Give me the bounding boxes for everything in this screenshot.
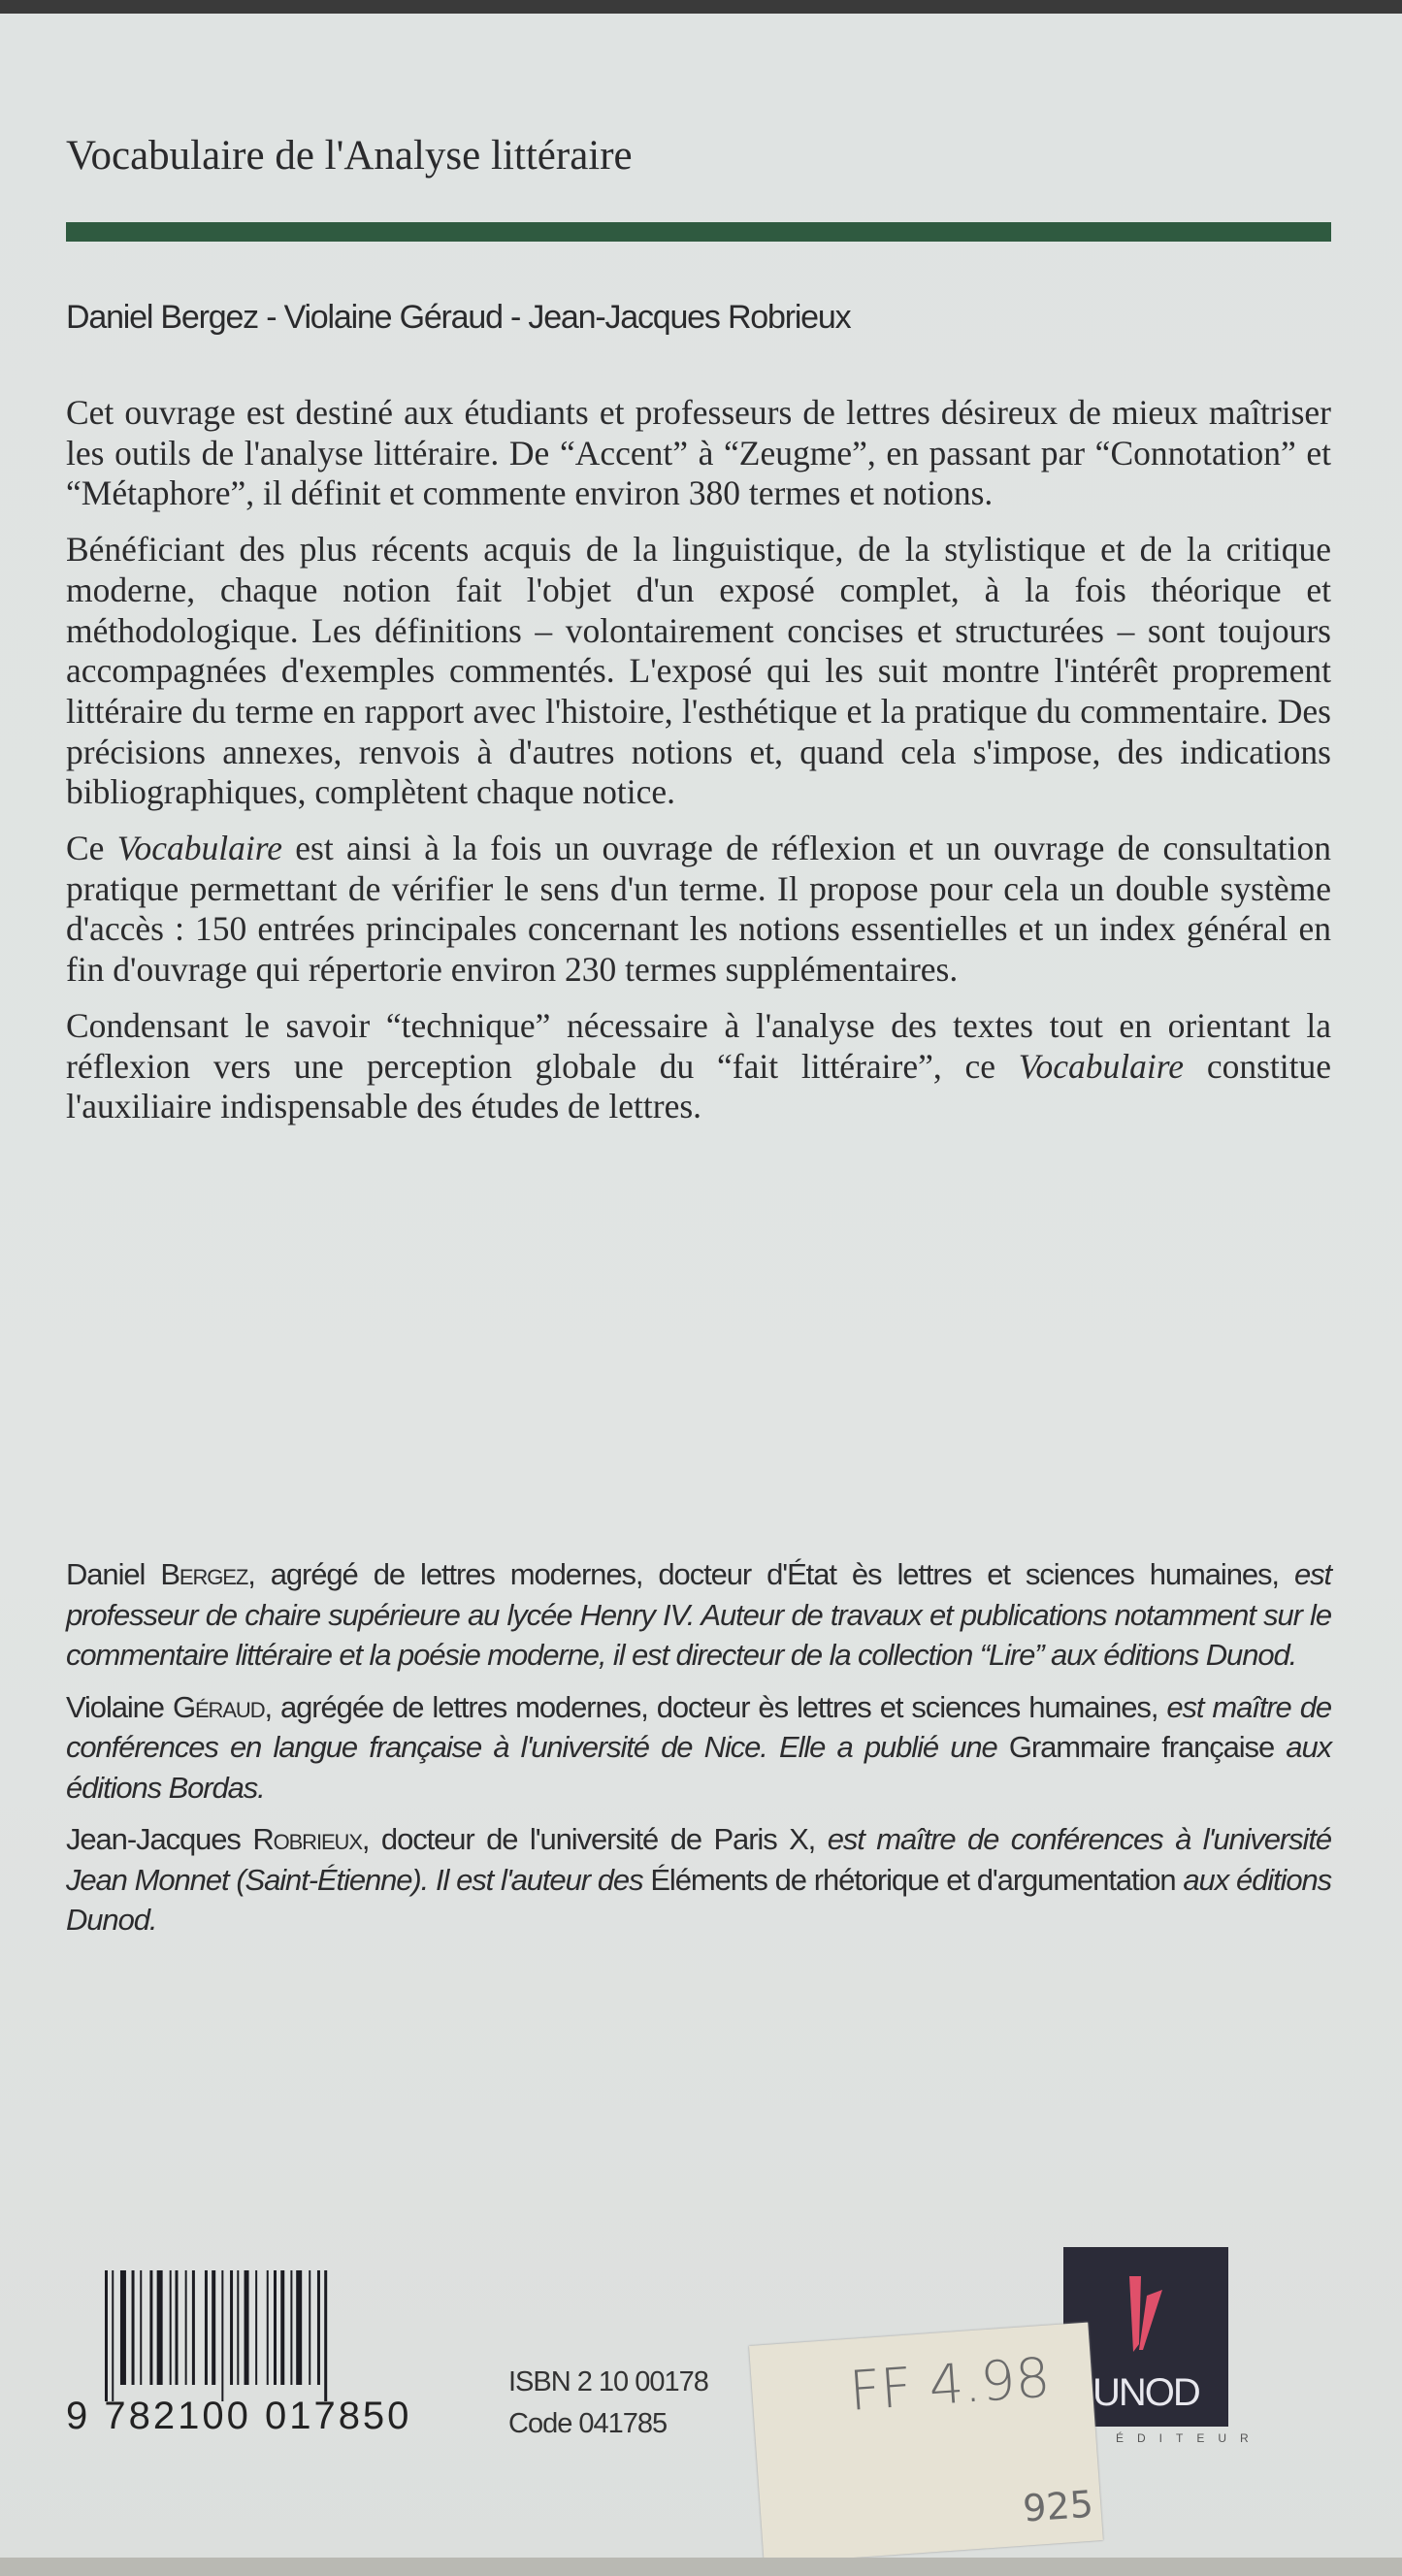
barcode-bar xyxy=(170,2270,172,2385)
barcode-bar xyxy=(221,2270,223,2401)
book-title: Vocabulaire de l'Analyse littéraire xyxy=(66,133,633,179)
barcode-bar xyxy=(149,2270,152,2385)
barcode-bar xyxy=(212,2270,215,2385)
isbn-block xyxy=(508,2362,708,2445)
barcode-bar xyxy=(140,2270,142,2385)
barcode-bar xyxy=(274,2270,277,2385)
barcode-bar xyxy=(296,2270,302,2385)
barcode-bar xyxy=(237,2270,239,2385)
barcode-bar xyxy=(230,2270,233,2385)
barcode-bar xyxy=(120,2270,126,2385)
barcode-bar xyxy=(105,2270,108,2401)
description xyxy=(66,393,1331,1143)
barcode-bar xyxy=(324,2270,327,2401)
author-bio xyxy=(66,1554,1331,1676)
text-run: , docteur de l'université de Paris X, xyxy=(361,1822,828,1856)
barcode-bar xyxy=(280,2270,284,2385)
text-run: est ainsi à la fois un ouvrage de réflexion et un ouvrage de consultation pratique permettant de vérifier le sens d'un terme. Il propose pour cela un double système d'accès : 150 entrées principales concernant les notions essentielles et un index général en fin d'ouvrage qui répertorie environ 230 termes supplémentaires. xyxy=(66,829,1331,990)
text-run: Violaine xyxy=(66,1689,173,1724)
text-run: Éléments de rhétorique et d'argumentation xyxy=(650,1862,1176,1897)
barcode-bar xyxy=(255,2270,257,2385)
isbn-number: ISBN 2 10 00178 xyxy=(508,2366,708,2397)
text-run: , agrégée de lettres modernes, docteur ès lettres et sciences humaines, xyxy=(264,1689,1167,1724)
text-run: Géraud xyxy=(172,1689,265,1724)
text-run: , agrégé de lettres modernes, docteur d'État ès lettres et sciences humaines, xyxy=(247,1557,1294,1591)
title-rule xyxy=(66,222,1331,242)
logo-subtext: ÉDITEUR xyxy=(1116,2431,1262,2445)
text-run: aux éditions Dunod. xyxy=(66,1862,1332,1937)
barcode-bar xyxy=(176,2270,179,2385)
barcode-bar xyxy=(317,2270,320,2385)
text-run: Daniel xyxy=(66,1557,161,1591)
barcode-bar xyxy=(267,2270,269,2385)
text-run: Vocabulaire xyxy=(116,829,282,868)
text-run: Cet ouvrage est destiné aux étudiants et professeurs de lettres désireux de mieux maîtriser les outils de l'analyse littéraire. De “Accent” à “Zeugme”, en passant par “Connotation” et “Métaphore”, il définit et commente environ 380 termes et notions. xyxy=(66,393,1331,513)
barcode xyxy=(95,2270,449,2401)
author-bios xyxy=(66,1554,1331,1952)
text-run: est maître de conférences à l'université Jean Monnet (Saint-Étienne). Il est l'auteur des xyxy=(66,1822,1331,1897)
dunod-mark-icon xyxy=(1120,2276,1168,2354)
barcode-digits: 9 782100 017850 xyxy=(66,2395,412,2437)
text-run: Robrieux xyxy=(252,1822,362,1856)
author-bio xyxy=(66,1819,1331,1940)
authors-line: Daniel Bergez - Violaine Géraud - Jean-Jacques Robrieux xyxy=(66,299,851,336)
barcode-bar xyxy=(205,2270,208,2385)
sticker-code: 925 xyxy=(1021,2482,1095,2530)
top-edge xyxy=(0,0,1402,14)
author-bio xyxy=(66,1687,1331,1809)
text-run: est professeur de chaire supérieure au lycée Henry IV. Auteur de travaux et publications notamment sur le commentaire littéraire et la poésie moderne, il est directeur de la collection “Lire” aux éditions Dunod. xyxy=(66,1557,1332,1672)
text-run: aux éditions Bordas. xyxy=(66,1730,1331,1805)
text-run: Grammaire française xyxy=(1008,1730,1275,1764)
paragraph xyxy=(66,829,1331,991)
text-run: constitue l'auxiliaire indispensable des études de lettres. xyxy=(66,1046,1331,1126)
barcode-bar xyxy=(309,2270,310,2385)
paragraph xyxy=(66,530,1331,813)
paragraph xyxy=(66,393,1331,514)
barcode-bar xyxy=(185,2270,187,2385)
barcode-bar xyxy=(132,2270,135,2385)
product-code: Code 041785 xyxy=(508,2408,668,2439)
barcode-bar xyxy=(112,2270,114,2401)
text-run: Bergez xyxy=(160,1557,248,1591)
text-run: Bénéficiant des plus récents acquis de la linguistique, de la stylistique et de la critique moderne, chaque notion fait l'objet d'un exposé complet, à la fois théorique et méthodologique. Les définitions – volontairement concises et structurées – sont toujours accompagnées d'exemples commentés. L'exposé qui les suit montre l'intérêt proprement littéraire du terme en rapport avec l'histoire, l'esthétique et la pratique du commentaire. Des précisions annexes, renvois à d'autres notions et, quand cela s'impose, des indications bibliographiques, complètent chaque notice. xyxy=(66,530,1331,812)
price-sticker xyxy=(749,2323,1103,2564)
surface-below-book xyxy=(0,2558,1402,2576)
text-run: Ce xyxy=(66,829,117,868)
text-run: est maître de conférences en langue française à l'université de Nice. Elle a publié une xyxy=(66,1689,1331,1764)
barcode-bar xyxy=(290,2270,292,2385)
barcode-bar xyxy=(157,2270,163,2385)
paragraph xyxy=(66,1006,1331,1127)
barcode-bar xyxy=(192,2270,195,2385)
barcode-bar xyxy=(245,2270,249,2385)
text-run: Vocabulaire xyxy=(1018,1046,1185,1086)
text-run: Jean-Jacques xyxy=(66,1822,253,1856)
text-run: Condensant le savoir “technique” nécessaire à l'analyse des textes tout en orientant la réflexion vers une perception globale du “fait littéraire”, ce xyxy=(66,1005,1331,1086)
sticker-price: FF 4.98 xyxy=(847,2346,1053,2424)
logo-text: UNOD xyxy=(1092,2371,1199,2414)
